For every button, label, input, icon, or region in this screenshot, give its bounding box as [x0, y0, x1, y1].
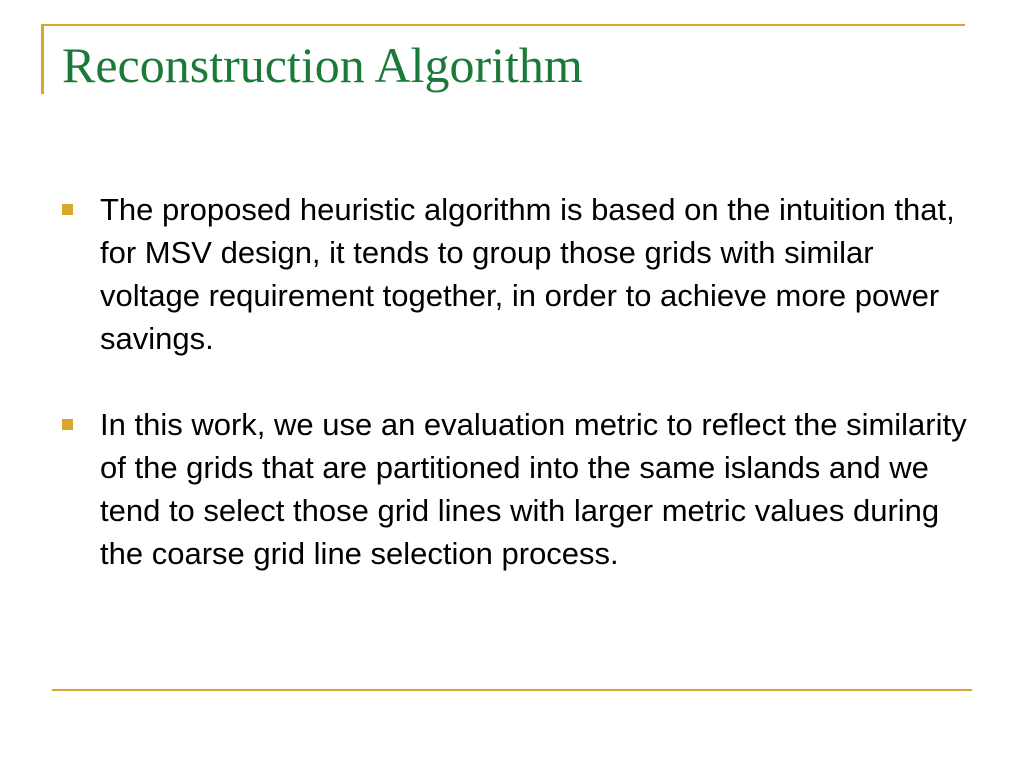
square-bullet-icon — [62, 419, 73, 430]
bullet-item — [62, 403, 967, 575]
square-bullet-icon — [62, 204, 73, 215]
title-frame-left-line — [41, 24, 44, 94]
bullet-text: In this work, we use an evaluation metric to reflect the similarity of the grids that are partitioned into the same islands and we tend to select those grid lines with larger metric values during the coarse grid line selection process. — [100, 407, 967, 571]
slide-title: Reconstruction Algorithm — [62, 37, 583, 93]
title-frame-top-line — [41, 24, 965, 26]
bullet-list — [62, 188, 967, 575]
bullet-item — [62, 188, 967, 360]
bullet-text: The proposed heuristic algorithm is based on the intuition that, for MSV design, it tends to group those grids with similar voltage requirement together, in order to achieve more power savings. — [100, 192, 955, 356]
footer-divider — [52, 689, 972, 691]
